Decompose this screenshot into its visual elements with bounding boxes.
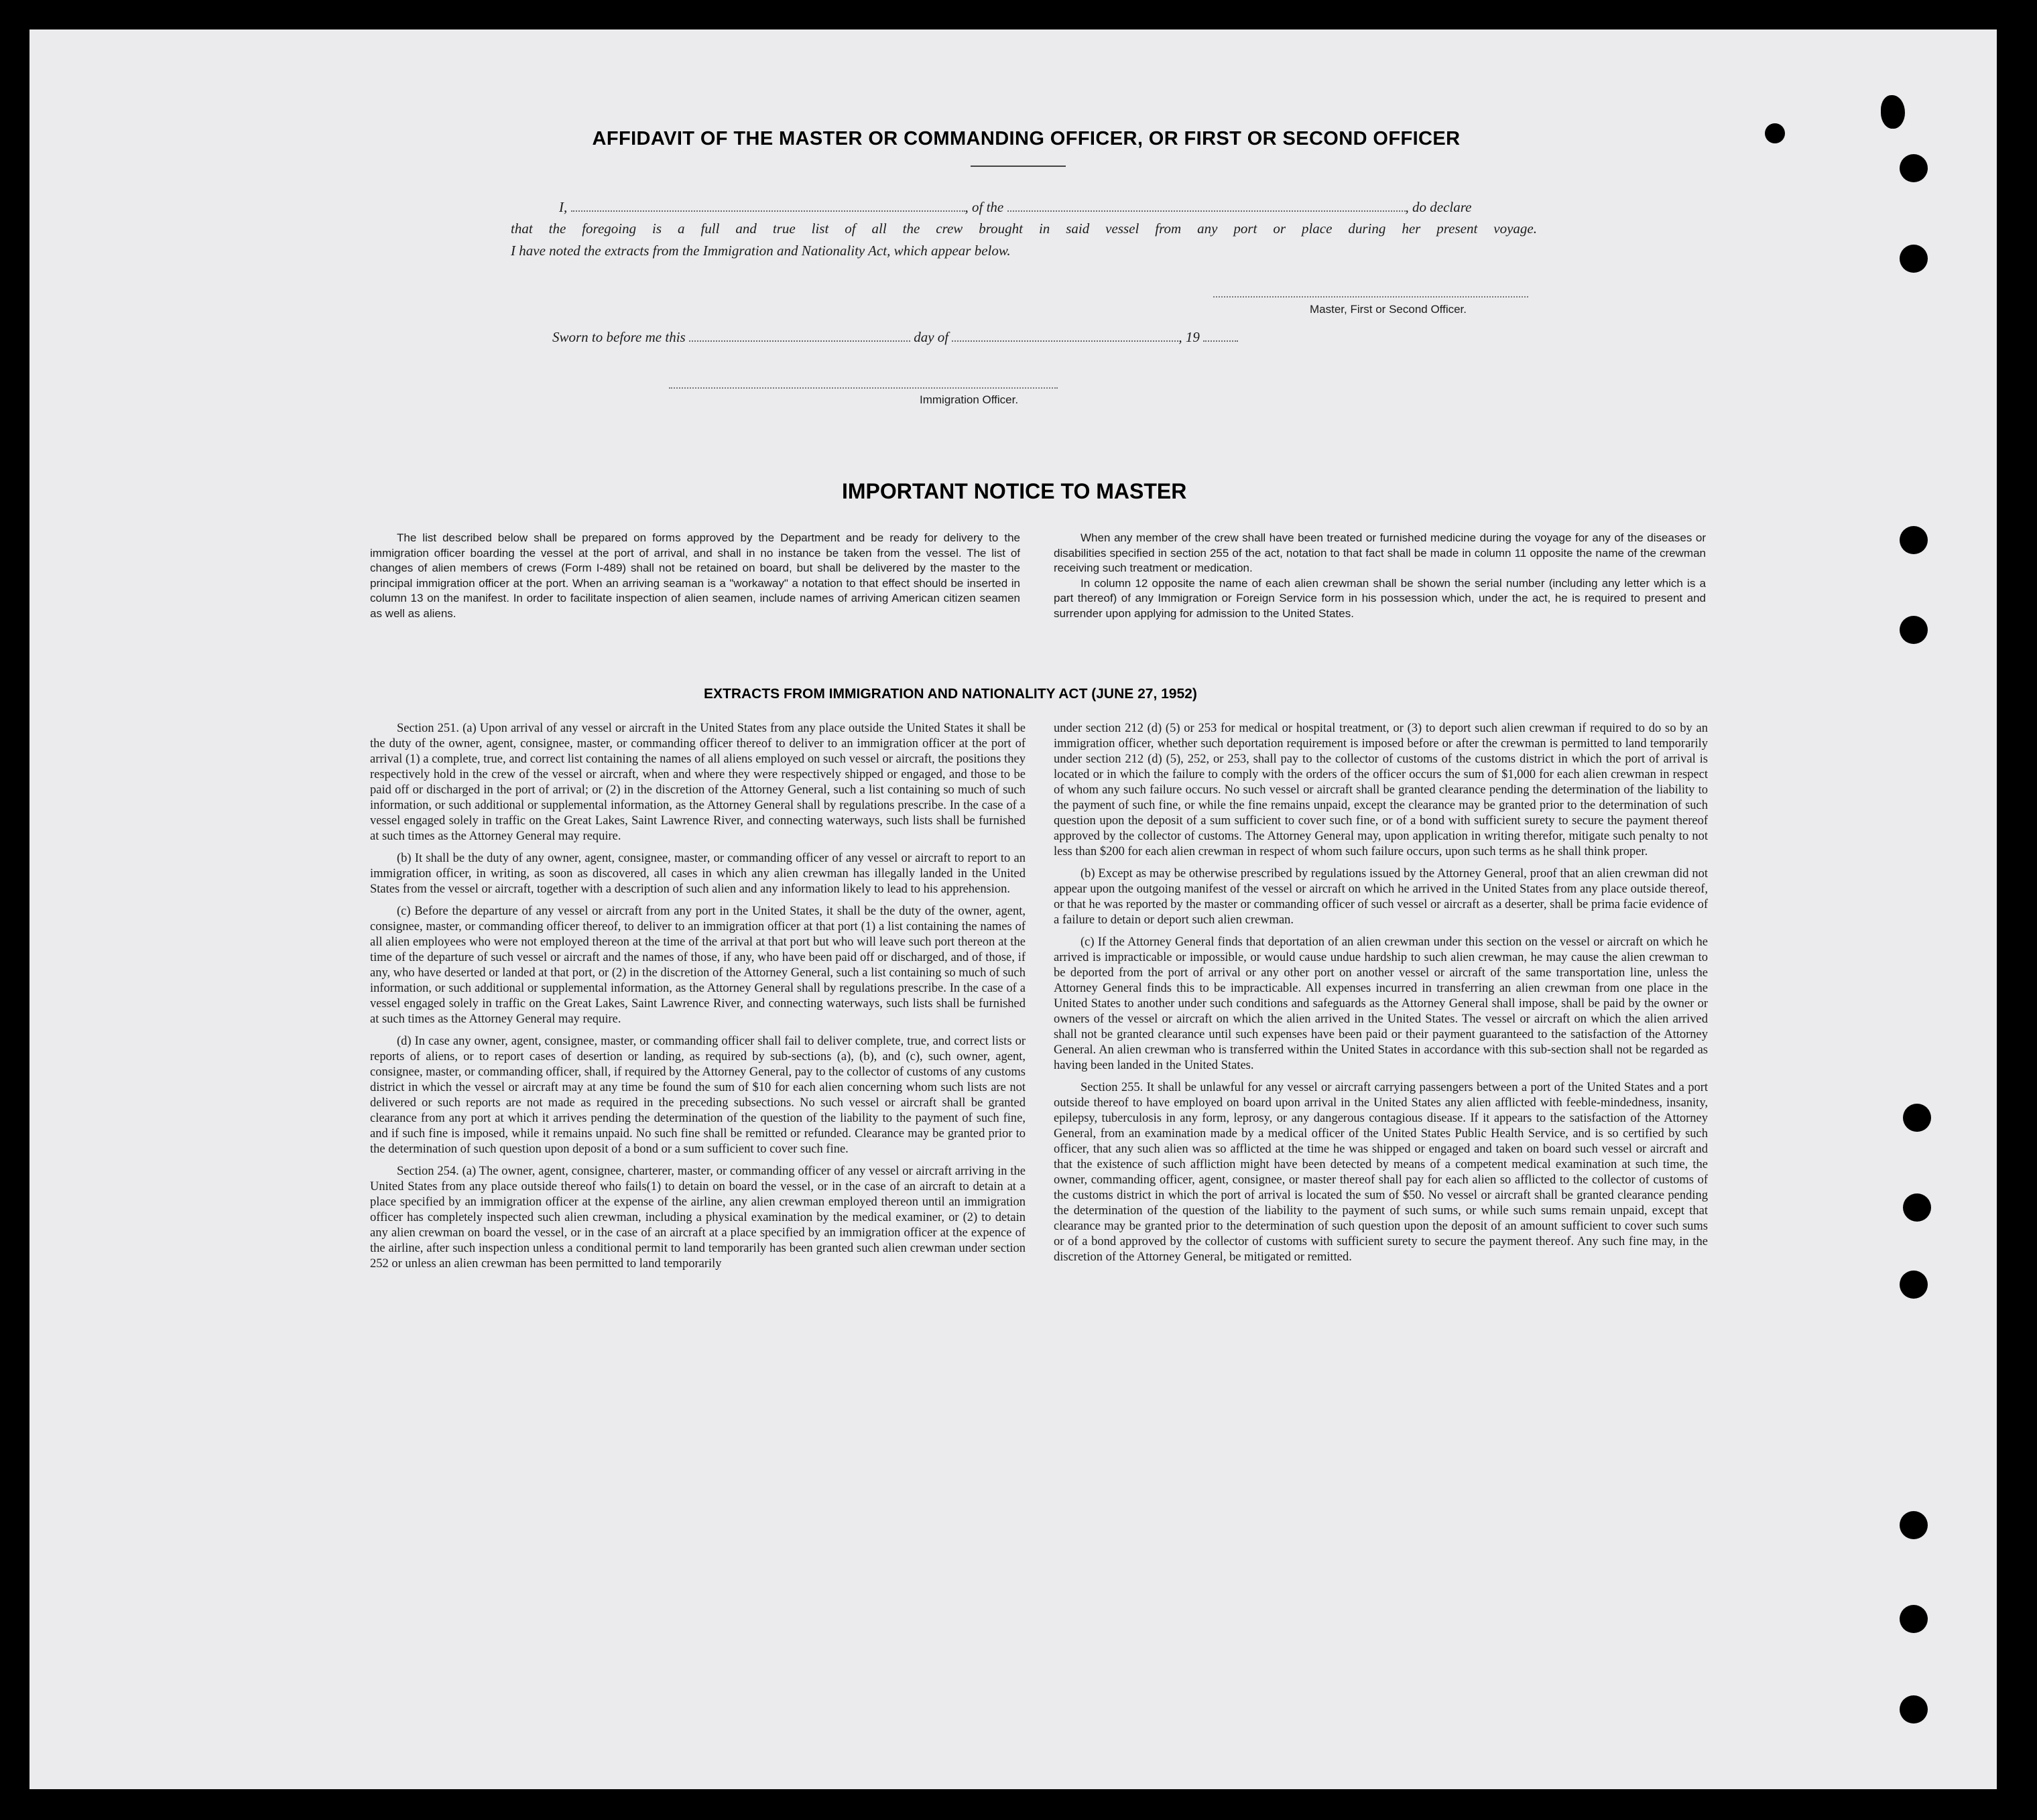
master-signature-label: Master, First or Second Officer. <box>1310 303 1467 316</box>
section-255: Section 255. It shall be unlawful for any vessel or aircraft carrying passengers between a port of the United States and a port outside thereof to have employed on board upon arrival in the United States any alien afflicted with feeble-mindedness, insanity, epilepsy, tuberculosis in any form, leprosy, or any dangerous contagious disease. If it appears to the satisfaction of the Attorney General, from an examination made by a medical officer of the United States Public Health Service, and is so certified by such officer, that any such alien was so afflicted at the time he was shipped or engaged and taken on board such vessel or aircraft and that the existence of such affliction might have been detected by means of a competent medical examination at such time, the owner, commanding officer, agent, consignee, or master thereof shall pay for each alien so afflicted to the collector of customs of the customs district in which the port of arrival is located the sum of $50. No vessel or aircraft shall be granted clearance pending the determination of the question of the liability to the payment of such sums, or while such sums remain unpaid, except that clearance may be granted prior to the determination of such question upon the deposit of an amount sufficient to cover such sums or of a bond approved by the collector of customs with sufficient surety to secure the payment thereof. Any such fine may, in the discretion of the Attorney General, be mitigated or remitted. <box>1054 1081 1708 1264</box>
title-divider <box>971 166 1066 167</box>
binder-hole <box>1903 1193 1931 1222</box>
binder-hole <box>1900 1605 1928 1633</box>
sworn-text: Sworn to before me this <box>552 329 686 345</box>
affidavit-line-1 <box>559 198 1471 216</box>
affidavit-i: I, <box>559 199 568 215</box>
notice-left-column <box>370 531 1020 621</box>
extracts-left-column <box>370 721 1026 1279</box>
binder-hole <box>1900 1271 1928 1299</box>
vessel-blank[interactable] <box>1007 198 1406 212</box>
section-254-b: (b) Except as may be otherwise prescribed by regulations issued by the Attorney General, proof that an alien crewman did not appear upon the outgoing manifest of the vessel or aircraft on which he arrived in the United States from any place outside thereof, or that he was reported by the master or commanding officer of such vessel or aircraft as a deserter, shall be prima facie evidence of a failure to detain or deport such alien crewman. <box>1054 867 1708 927</box>
sworn-line <box>552 328 1238 346</box>
master-signature-line[interactable] <box>1213 296 1528 298</box>
affidavit-declare: , do declare <box>1405 199 1472 215</box>
name-blank[interactable] <box>571 198 965 212</box>
notice-left-paragraph: The list described below shall be prepared on forms approved by the Department and be ready for delivery to the immigration officer boarding the vessel at the port of arrival, and shall in no instance be taken from the vessel. The list of changes of alien members of crews (Form I-489) shall not be retained on board, but shall be delivered by the master to the principal immigration officer at the port. When an arriving seaman is a "workaway" a notation to that effect should be inserted in column 13 on the manifest. In order to facilitate inspection of alien seamen, include names of arriving American citizen seamen as well as aliens. <box>370 531 1020 620</box>
affidavit-line-3: I have noted the extracts from the Immigration and Nationality Act, which appear below. <box>511 243 1011 259</box>
notice-right-paragraph-1: When any member of the crew shall have been treated or furnished medicine during the voyage for any of the diseases or disabilities specified in section 255 of the act, notation to that fact shall be made in column 11 opposite the name of the crewman receiving such treatment or medication. <box>1054 531 1706 574</box>
section-251-b: (b) It shall be the duty of any owner, agent, consignee, master, or commanding officer of any vessel or aircraft to report to an immigration officer, in writing, as soon as discovered, all cases in which any alien crewman has illegally landed in the United States from the vessel or aircraft, together with a description of such alien and any information likely to lead to his apprehension. <box>370 852 1026 896</box>
binder-hole <box>1900 526 1928 554</box>
binder-hole <box>1900 1695 1928 1724</box>
notice-title: IMPORTANT NOTICE TO MASTER <box>842 479 1187 503</box>
extracts-right-column <box>1054 721 1708 1272</box>
officer-signature-line[interactable] <box>669 387 1058 389</box>
binder-hole <box>1900 245 1928 273</box>
officer-signature-label: Immigration Officer. <box>920 393 1019 406</box>
year-text: , 19 <box>1178 329 1200 345</box>
binder-hole <box>1765 123 1785 143</box>
section-251-c: (c) Before the departure of any vessel or aircraft from any port in the United States, it shall be the duty of the owner, agent, consignee, master, or commanding officer thereof, to deliver to an immigration officer at that port (1) a list containing the names of all alien employees who were not employed thereon at the time of the arrival at that port but who will leave such port thereon at the time of the departure of such vessel or aircraft and the names of those, if any, who have been paid off or discharged, and of those, if any, who have deserted or landed at that port, or (2) in the discretion of the Attorney General, such a list containing so much of such information, or such additional or supplemental information, as the Attorney General shall by regulations prescribe. In the case of a vessel engaged solely in traffic on the Great Lakes, Saint Lawrence River, and connecting waterways, such lists shall be furnished at such times as the Attorney General may require. <box>370 905 1026 1026</box>
binder-hole <box>1900 616 1928 644</box>
affidavit-line-2: that the foregoing is a full and true list of all the crew brought in said vessel from any port or place during her present voyage. <box>511 220 1537 237</box>
sworn-year-blank[interactable] <box>1203 328 1238 342</box>
day-of-text: day of <box>914 329 949 345</box>
notice-right-paragraph-2: In column 12 opposite the name of each alien crewman shall be shown the serial number (including any letter which is a part thereof) of any Immigration or Foreign Service form in his possession which, under the act, he is required to present and surrender upon applying for admission to the United States. <box>1054 576 1706 620</box>
binder-hole <box>1900 1511 1928 1539</box>
section-251-a: Section 251. (a) Upon arrival of any vessel or aircraft in the United States from any place outside the United States it shall be the duty of the owner, agent, consignee, master, or commanding officer thereof to deliver to an immigration officer at the port of arrival (1) a complete, true, and correct list containing the names of all aliens employed on such vessel or aircraft, the positions they respectively hold in the crew of the vessel or aircraft, when and where they were respectively shipped or engaged, and those to be paid off or discharged in the port of arrival; or (2) in the discretion of the Attorney General, such a list containing so much of such information, or such additional or supplemental information, as the Attorney General shall by regulations prescribe. In the case of a vessel engaged solely in traffic on the Great Lakes, Saint Lawrence River, and connecting waterways, such lists shall be furnished at such times as the Attorney General may require. <box>370 722 1026 843</box>
section-254-a-continued: under section 212 (d) (5) or 253 for medical or hospital treatment, or (3) to deport such alien crewman if required to do so by an immigration officer, whether such deportation requirement is imposed before or after the crewman is permitted to land temporarily under section 212 (d) (5), 252, or 253, shall pay to the collector of customs of the customs district in which the port of arrival is located or in which the failure to comply with the orders of the officer occurs the sum of $1,000 for each alien crewman in respect of whom any such failure occurs. No such vessel or aircraft shall be granted clearance pending the determination of the liability to the payment of such fine, or while the fine remains unpaid, except the clearance may be granted prior to the determination of such question upon the deposit of a sum sufficient to cover such fine, or of a bond with sufficient surety to secure the payment thereof approved by the collector of customs. The Attorney General may, upon application in writing therefor, mitigate such penalty to not less than $200 for each alien crewman in respect of whom such failure occurs, upon such terms as he shall think proper. <box>1054 722 1708 858</box>
section-251-d: (d) In case any owner, agent, consignee, master, or commanding officer shall fail to deliver complete, true, and correct lists or reports of aliens, or to report cases of desertion or landing, as required by sub-sections (a), (b), and (c), such owner, agent, consignee, master, or commanding officer, shall, if required by the Attorney General, pay to the collector of customs of any customs district in which the vessel or aircraft may at any time be found the sum of $10 for each alien concerning whom such lists are not delivered or such reports are not made as required in the preceding subsections. No such vessel or aircraft shall be granted clearance from any port at which it arrives pending the determination of the question of the liability to the payment of such fine, and if such fine is imposed, while it remains unpaid. No such fine shall be remitted or refunded. Clearance may be granted prior to the determination of such question upon deposit of a bond or a sum sufficient to cover such fine. <box>370 1035 1026 1156</box>
notice-right-column <box>1054 531 1706 621</box>
section-254-a: Section 254. (a) The owner, agent, consignee, charterer, master, or commanding officer of any vessel or aircraft arriving in the United States from any place outside thereof who fails(1) to detain on board the vessel, or in the case of an aircraft to detain at a place specified by an immigration officer at the expense of the airline, any alien crewman employed thereon until an immigration officer has completely inspected such alien crewman, including a physical examination by the medical examiner, or (2) to detain any alien crewman on board the vessel, or in the case of an aircraft at a place specified by an immigration officer at the expence of the airline, after such inspection unless a conditional permit to land temporarily has been granted such alien crewman under section 252 or unless an alien crewman has been permitted to land temporarily <box>370 1165 1026 1271</box>
ink-blot <box>1881 95 1905 129</box>
affidavit-title: AFFIDAVIT OF THE MASTER OR COMMANDING OFFICER, OR FIRST OR SECOND OFFICER <box>592 128 1461 149</box>
section-254-c: (c) If the Attorney General finds that deportation of an alien crewman under this section on the vessel or aircraft on which he arrived is impracticable or impossible, or would cause undue hardship to such alien crewman, he may cause the alien crewman to be deported from the port of arrival or any other port on another vessel or aircraft of the same transportation line, unless the Attorney General finds this to be impracticable. All expenses incurred in transferring an alien crewman from one place in the United States to another under such conditions and safeguards as the Attorney General shall impose, shall be paid by the owner or owners of the vessel or aircraft on which the alien arrived in the United States. The vessel or aircraft on which the alien arrived shall not be granted clearance until such expenses have been paid or their payment guaranteed to the satisfaction of the Attorney General. An alien crewman who is transferred within the United States in accordance with this sub-section shall not be regarded as having been landed in the United States. <box>1054 935 1708 1072</box>
sworn-day-blank[interactable] <box>689 328 910 342</box>
binder-hole <box>1900 154 1928 182</box>
affidavit-of-the: , of the <box>965 199 1004 215</box>
binder-hole <box>1903 1104 1931 1132</box>
sworn-month-blank[interactable] <box>952 328 1178 342</box>
document-page <box>29 29 1997 1789</box>
extracts-title: EXTRACTS FROM IMMIGRATION AND NATIONALITY ACT (JUNE 27, 1952) <box>704 686 1197 702</box>
